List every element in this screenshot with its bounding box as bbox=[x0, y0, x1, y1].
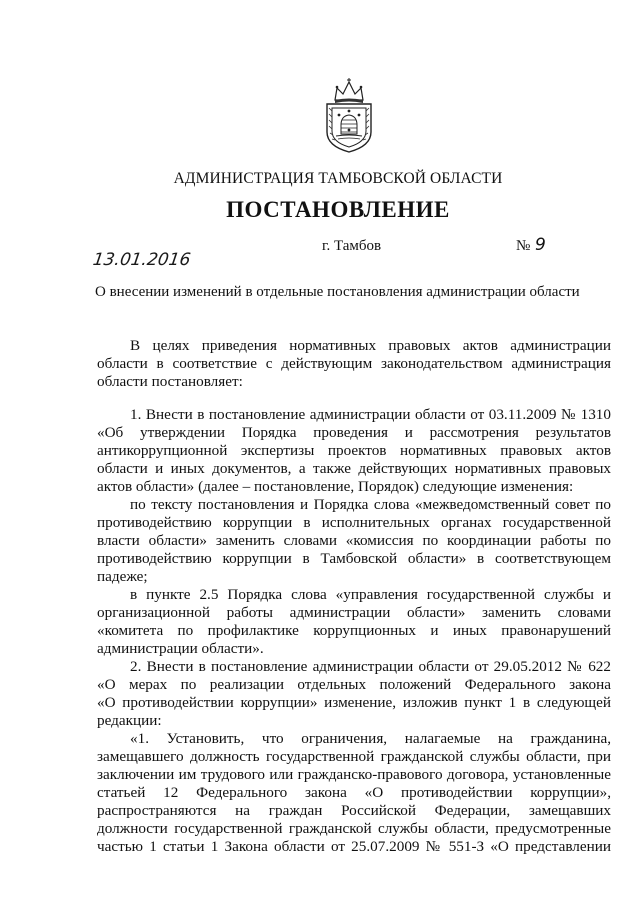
body-line: противодействию коррупции в исполнительных органах государственной bbox=[97, 514, 611, 531]
body-line: области постановляет: bbox=[97, 373, 243, 390]
body-line: «комитета по профилактике коррупционных и иных правонарушений bbox=[97, 622, 611, 639]
body-line: антикоррупционной экспертизы проектов нормативных правовых актов bbox=[97, 442, 611, 459]
body-line: организационной работы администрации области» заменить словами bbox=[97, 604, 611, 621]
body-line: «О противодействии коррупции» изменение, изложив пункт 1 в следующей bbox=[97, 694, 611, 711]
city-label: г. Тамбов bbox=[322, 238, 382, 254]
body-line: замещавшего должность государственной гражданской службы области, при bbox=[97, 748, 611, 765]
body-line: «О мерах по реализации отдельных положений Федерального закона bbox=[97, 676, 611, 693]
document-number: 9 bbox=[535, 235, 546, 255]
body-line: 1. Внести в постановление администрации области от 03.11.2009 № 1310 bbox=[130, 406, 611, 423]
body-line: редакции: bbox=[97, 712, 162, 729]
document-type-title: ПОСТАНОВЛЕНИЕ bbox=[226, 197, 450, 222]
body-line: актов области» (далее – постановление, Порядок) следующие изменения: bbox=[97, 478, 574, 495]
body-line: области и иных документов, а также действующих нормативных правовых bbox=[97, 460, 611, 477]
body-line: власти области» заменить словами «комиссия по координации работы по bbox=[97, 532, 611, 549]
body-line: противодействию коррупции в Тамбовской области» в соответствующем bbox=[97, 550, 611, 567]
body-line: по тексту постановления и Порядка слова «межведомственный совет по bbox=[130, 496, 611, 513]
body-line: «1. Установить, что ограничения, налагаемые на гражданина, bbox=[130, 730, 611, 747]
body-line: частью 1 статьи 1 Закона области от 25.07.2009 № 551-З «О представлении bbox=[97, 838, 611, 855]
body-line: заключении им трудового или гражданско-правового договора, установленные bbox=[97, 766, 611, 783]
document-number-label: № bbox=[516, 238, 531, 254]
body-line: падеже; bbox=[97, 568, 148, 585]
document-date: 13.01.2016 bbox=[91, 250, 192, 270]
body-line: области в соответствие с действующим законодательством администрация bbox=[97, 355, 611, 372]
agency-name: АДМИНИСТРАЦИЯ ТАМБОВСКОЙ ОБЛАСТИ bbox=[173, 170, 503, 187]
body-line: распространяются на граждан Российской Федерации, замещавших bbox=[97, 802, 611, 819]
body-line: должности государственной гражданской службы области, предусмотренные bbox=[97, 820, 611, 837]
body-line: администрации области». bbox=[97, 640, 264, 657]
body-line: статьей 12 Федерального закона «О противодействии коррупции», bbox=[97, 784, 611, 801]
body-line: В целях приведения нормативных правовых актов администрации bbox=[130, 337, 611, 354]
document-subject: О внесении изменений в отдельные постановления администрации области bbox=[95, 284, 580, 300]
coat-of-arms-emblem bbox=[323, 78, 375, 154]
body-line: в пункте 2.5 Порядка слова «управления государственной службы и bbox=[130, 586, 611, 603]
body-line: 2. Внести в постановление администрации области от 29.05.2012 № 622 bbox=[130, 658, 611, 675]
body-line: «Об утверждении Порядка проведения и рассмотрения результатов bbox=[97, 424, 611, 441]
